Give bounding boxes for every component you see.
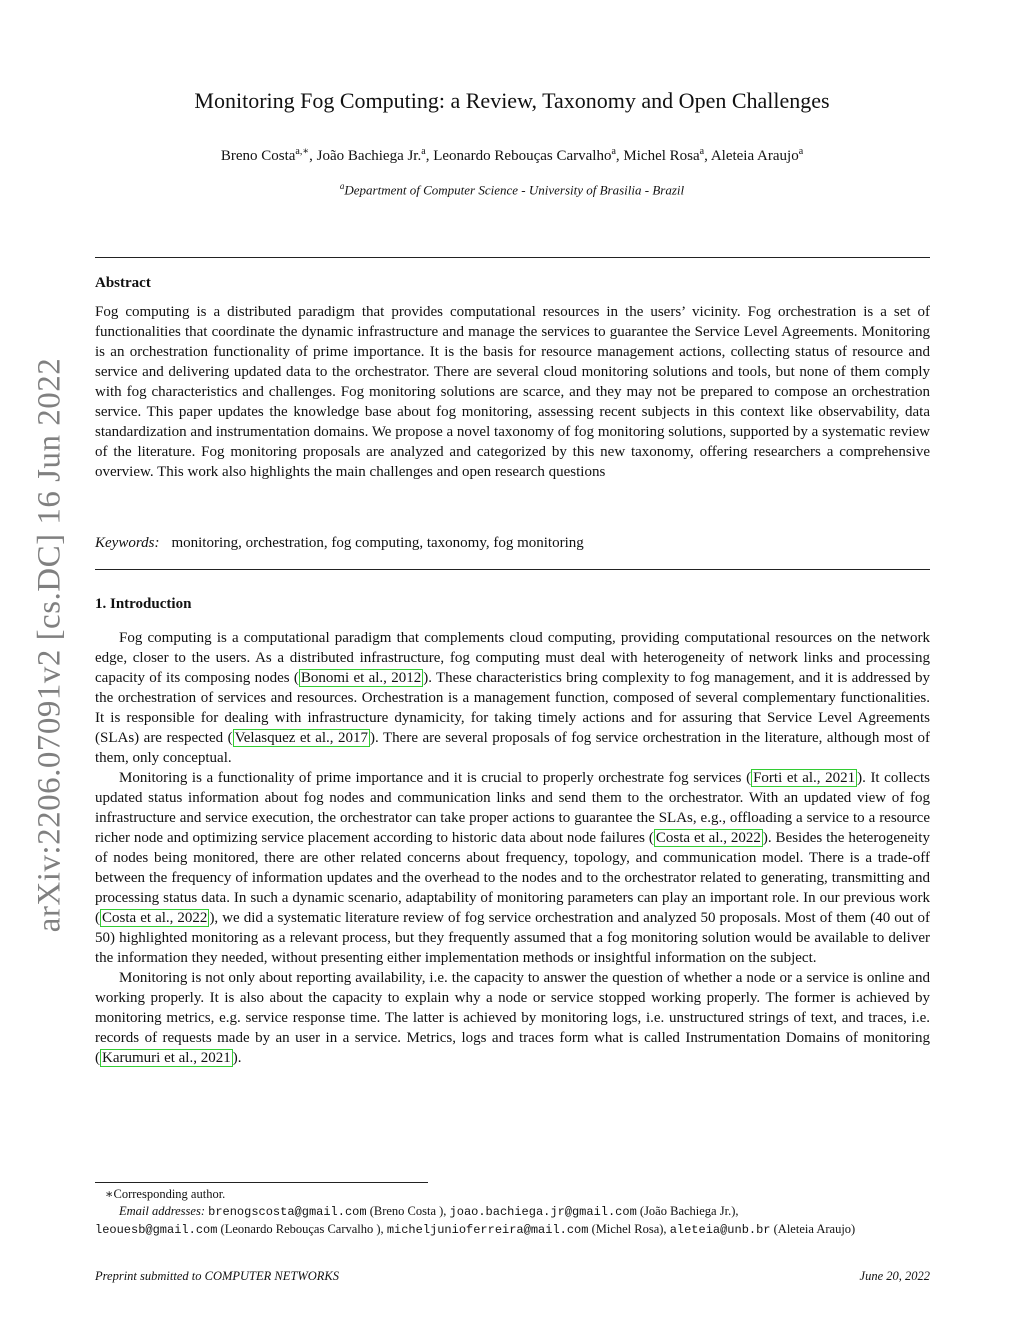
paragraph-text: ). It collects updated status information about fog nodes and communication links and send them to the orchestrator. With an updated view of fog infrastructure and service execution, the orchestrator can take proper actions to guarantee the SLAs, e.g., offloading a service to a resource richer node and optimizing service placement according to historic data about node failures ( [95,770,930,846]
paragraph-text: ), we did a systematic literature review of fog service orchestration and analyzed 50 proposals. Most of them (40 out of 50) highlighted monitoring as a relevant process, but they frequently assumed that a fog monitoring solution would be available to deliver the information they needed, without presenting either implementation methods or insightful information on the subject. [95,910,930,966]
author-name: Michel Rosa [623,148,700,164]
paragraph-text: ). These characteristics bring complexity to fog management, and it is addressed by the orchestration of services and resources. Orchestration is a management function, composed of several complementary functionalities. It is responsible for dealing with infrastructure dynamicity, for taking timely actions and for assuring that Service Level Agreements (SLAs) are respected ( [95,670,930,746]
keywords [95,535,930,552]
paragraph-text: Monitoring is a functionality of prime importance and it is crucial to properly orchestrate fog services ( [119,770,752,786]
abstract-top-rule [95,257,930,258]
email-address[interactable]: micheljunioferreira@mail.com [386,1223,589,1237]
author-sup: a,∗ [295,146,310,157]
paragraph [95,768,930,968]
citation-link[interactable]: Velasquez et al., 2017 [234,730,369,746]
affiliation-sup: a [339,181,345,191]
footnote-rule [95,1182,428,1183]
email-label: Email addresses: [119,1204,205,1218]
author-name: Breno Costa [220,148,296,164]
paragraph-text: Fog computing is a computational paradigm that complements cloud computing, providing computational resources on the network edge, closer to the users. As a distributed infrastructure, fog computing must deal with heterogeneity of network links and processing capacity of its composing nodes ( [95,630,930,686]
email-owner: (Aleteia Araujo) [773,1222,856,1236]
citation-link[interactable]: Forti et al., 2021 [753,770,856,786]
abstract-text: Fog computing is a distributed paradigm that provides computational resources in the users’ vicinity. Fog orchestration is a set of functionalities that coordinate the dynamic infrastructure and manage the services to guarantee the Service Level Agreements. Monitoring is an orchestration functionality of prime importance. It is the basis for resource management actions, collecting status of resource and service and delivering updated data to the orchestrator. There are several cloud monitoring solutions and tools, but none of them comply with fog characteristics and challenges. Fog monitoring solutions are scarce, and they may not be prepared to compose an orchestration service. This paper updates the knowledge base about fog monitoring, assessing recent subjects in this context like observability, data standardization and instrumentation domains. We propose a novel taxonomy of fog monitoring solutions, supported by a systematic review of the literature. Fog monitoring proposals are analyzed and categorized by this new taxonomy, offering researchers a comprehensive overview. This work also highlights the main challenges and open research questions [95,304,930,480]
email-owner: (Leonardo Rebouças Carvalho ), [220,1222,384,1236]
citation-link[interactable]: Costa et al., 2022 [102,910,208,926]
corresponding-author-note: ∗Corresponding author. [105,1187,226,1201]
email-line-2 [95,1221,930,1239]
paragraph [95,628,930,768]
author-name: João Bachiega Jr. [316,148,422,164]
email-address[interactable]: brenogscosta@gmail.com [208,1205,367,1219]
citation-link[interactable]: Bonomi et al., 2012 [300,670,422,686]
paragraph-text: ). There are several proposals of fog service orchestration in the literature, although most of them, only conceptual. [95,730,930,766]
author-sup: a [798,146,804,157]
section-body [95,628,930,1068]
author-name: Leonardo Rebouças Carvalho [433,148,612,164]
email-owner: (Michel Rosa), [591,1222,667,1236]
author-sup: a [421,146,426,157]
email-owner: (Breno Costa ), [369,1204,447,1218]
footnotes [95,1186,930,1239]
email-address[interactable]: joao.bachiega.jr@gmail.com [449,1205,637,1219]
email-address[interactable]: aleteia@unb.br [669,1223,771,1237]
paragraph-text: ). [232,1050,242,1066]
author-sup: a [611,146,616,157]
section-heading: 1. Introduction [95,596,192,612]
abstract-heading: Abstract [95,275,151,291]
citation-link[interactable]: Karumuri et al., 2021 [102,1050,231,1066]
author-list: Breno Costa$^{a,∗}$, João Bachiega Jr.$^a$, Leonardo Rebouças Carvalho$^a$, Michel Rosa$^a$, Aleteia Araujo$^a$ [220,146,804,164]
arxiv-identifier[interactable]: arXiv:2206.07091v2 [cs.DC] 16 Jun 2022 [31,357,68,933]
affiliation-text: Department of Computer Science - University of Brasilia - Brazil [344,182,685,198]
paragraph [95,968,930,1068]
citation-link[interactable]: Costa et al., 2022 [655,830,761,846]
email-line-1 [95,1203,930,1221]
keywords-label: Keywords: [95,535,160,551]
affiliation [0,181,1024,198]
submission-date: June 20, 2022 [859,1269,930,1283]
paragraph-text: Monitoring is not only about reporting availability, i.e. the capacity to answer the question of whether a node or a service is online and working properly. It is also about the capacity to explain why a node or service stopped working properly. The former is achieved by monitoring metrics, e.g. service response time. The latter is achieved by monitoring logs, i.e. unstructured strings of text, and traces, i.e. records of requests made by an user in a service. Metrics, logs and traces form what is called Instrumentation Domains of monitoring ( [95,970,930,1066]
email-address[interactable]: leouesb@gmail.com [95,1223,218,1237]
author-name: Aleteia Araujo [710,148,799,164]
paper-title: Monitoring Fog Computing: a Review, Taxonomy and Open Challenges [194,88,830,113]
preprint-note: Preprint submitted to COMPUTER NETWORKS [95,1269,339,1283]
abstract-bottom-rule [95,569,930,570]
email-owner: (João Bachiega Jr.), [639,1204,739,1218]
keywords-text: monitoring, orchestration, fog computing, taxonomy, fog monitoring [171,535,584,551]
paragraph-text: ). Besides the heterogeneity of nodes being monitored, there are other related concerns about frequency, topology, and communication model. There is a trade-off between the frequency of information updates and the overhead to the nodes and to the orchestrator related to generating, transmitting and processing status data. In such a dynamic scenario, adaptability of monitoring parameters can play an important role. In our previous work ( [95,830,930,926]
author-sup: a [699,146,705,157]
